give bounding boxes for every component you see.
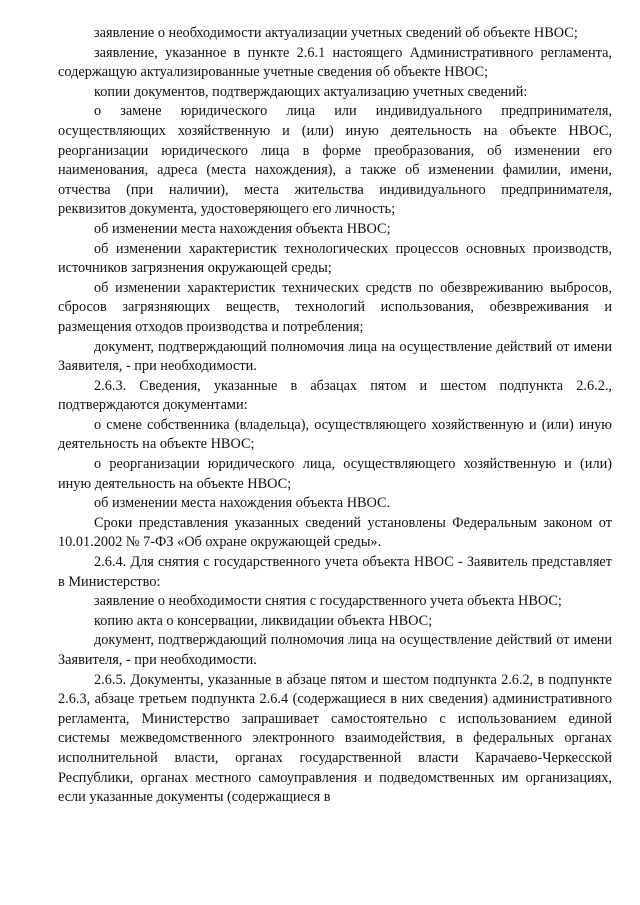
paragraph: заявление о необходимости актуализации учетных сведений об объекте НВОС;: [94, 25, 578, 41]
paragraph: копии документов, подтверждающих актуализацию учетных сведений:: [94, 83, 528, 100]
paragraph: о реорганизации юридического лица, осуществляющего хозяйственную и (или) иную деятельность на объекте НВОС;: [58, 456, 612, 492]
paragraph: 2.6.3. Сведения, указанные в абзацах пятом и шестом подпункта 2.6.2., подтверждаются документами:: [58, 377, 612, 414]
paragraph: о замене юридического лица или индивидуального предпринимателя, осуществляющих хозяйственную и (или) иную деятельность на объекте НВОС, реорганизации юридического лица в форме преобразования, об изменении его наименования, адреса (места нахождения), а также об изменении фамилии, имени, отчества (при наличии), места жительства индивидуального предпринимателя, реквизитов документа, удостоверяющего его личность;: [58, 103, 612, 218]
paragraph: об изменении места нахождения объекта НВОС;: [94, 220, 391, 237]
paragraph: об изменении характеристик технологических процессов основных производств, источников загрязнения окружающей среды;: [58, 240, 612, 277]
paragraph: копию акта о консервации, ликвидации объекта НВОС;: [94, 612, 433, 629]
paragraph: заявление, указанное в пункте 2.6.1 настоящего Административного регламента, содержащую актуализированные учетные сведения об объекте НВОС;: [58, 44, 612, 81]
document-page: [58, 24, 612, 808]
paragraph: об изменении характеристик технических средств по обезвреживанию выбросов, сбросов загрязняющих веществ, технологий использования, обезвреживания и размещения отходов производства и потребления;: [58, 279, 612, 335]
paragraph: 2.6.5. Документы, указанные в абзаце пятом и шестом подпункта 2.6.2, в подпункте 2.6.3, абзаце третьем подпункта 2.6.4 (содержащиеся в них сведения) административного регламента, Министерство запрашивает самостоятельно с использованием единой системы межведомственного электронного взаимодействия, в федеральных органах исполнительной власти, органах государственной власти Карачаево-Черкесской Республики, органах местного самоуправления и подведомственных им организациях, если указанные документы (содержащиеся в: [58, 671, 612, 806]
paragraph: документ, подтверждающий полномочия лица на осуществление действий от имени Заявителя, - при необходимости.: [58, 632, 612, 668]
paragraph: заявление о необходимости снятия с государственного учета объекта НВОС;: [94, 593, 562, 610]
paragraph: документ, подтверждающий полномочия лица на осуществление действий от имени Заявителя, - при необходимости.: [58, 338, 612, 375]
paragraph: Сроки представления указанных сведений установлены Федеральным законом от 10.01.2002 № 7-ФЗ «Об охране окружающей среды».: [58, 514, 612, 551]
paragraph: об изменении места нахождения объекта НВОС.: [94, 495, 391, 512]
paragraph: 2.6.4. Для снятия с государственного учета объекта НВОС - Заявитель представляет в Министерство:: [58, 554, 612, 590]
paragraph: о смене собственника (владельца), осуществляющего хозяйственную и (или) иную деятельность на объекте НВОС;: [58, 416, 612, 453]
